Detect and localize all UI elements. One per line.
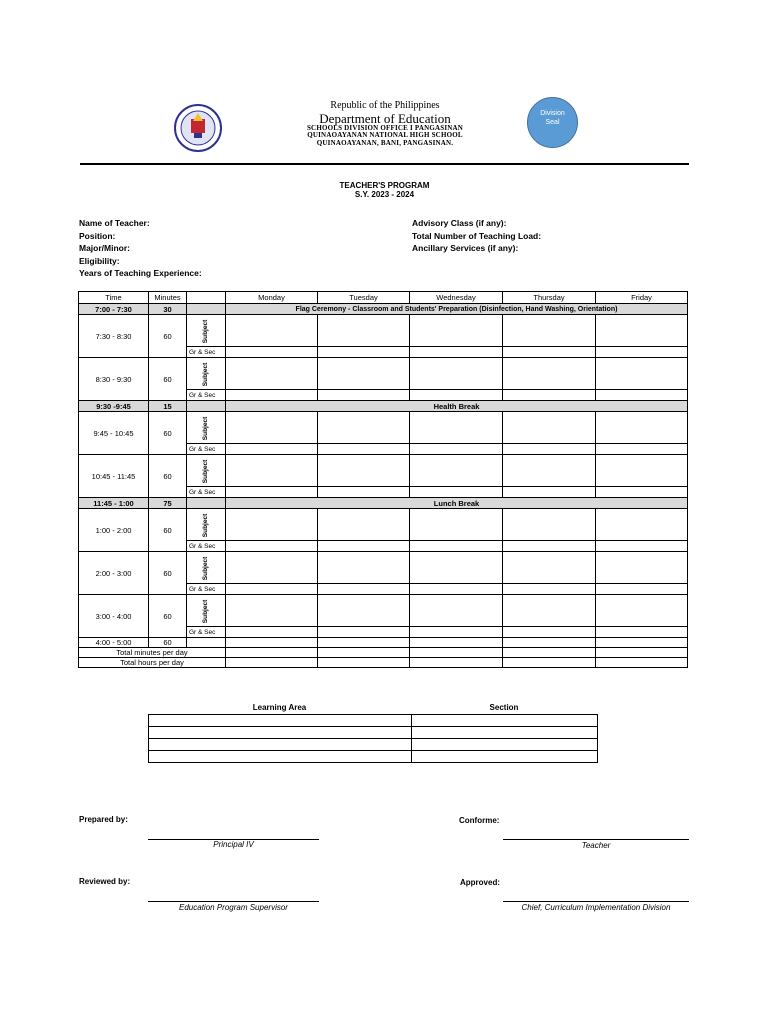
school-label: QUINAOAYANAN NATIONAL HIGH SCHOOL <box>307 131 463 140</box>
subject-label: Subject <box>202 362 210 387</box>
grsec-entry-cell[interactable] <box>226 487 318 498</box>
column-header: Minutes <box>149 292 187 304</box>
totals-entry-cell[interactable] <box>318 648 410 658</box>
teacher-title: Teacher <box>581 841 611 850</box>
totals-label: Total hours per day <box>79 658 226 668</box>
subject-entry-cell[interactable] <box>410 509 503 541</box>
field-eligibility: Eligibility: <box>79 255 120 266</box>
subject-label-cell <box>187 509 226 541</box>
subject-entry-cell[interactable] <box>503 455 596 487</box>
grsec-entry-cell[interactable] <box>503 444 596 455</box>
schedule-header-row <box>79 292 688 304</box>
field-position: Position: <box>79 230 116 241</box>
break-label: Flag Ceremony - Classroom and Students' Preparation (Disinfection, Hand Washing, Orientation) <box>226 304 688 315</box>
label-cell <box>187 304 226 315</box>
subject-entry-cell[interactable] <box>596 358 688 390</box>
subject-entry-cell[interactable] <box>596 455 688 487</box>
teacher-signature-line <box>503 839 689 840</box>
subject-entry-cell[interactable] <box>318 509 410 541</box>
title-year: S.Y. 2023 - 2024 <box>354 190 415 199</box>
address-label: QUINAOAYANAN, BANI, PANGASINAN. <box>316 138 454 147</box>
grsec-entry-cell[interactable] <box>503 487 596 498</box>
reviewed-by-label: Reviewed by: <box>79 877 131 886</box>
column-header: Wednesday <box>410 292 503 304</box>
time-cell: 9:30 -9:45 <box>79 401 149 412</box>
grsec-entry-cell[interactable] <box>503 390 596 401</box>
time-cell: 1:00 - 2:00 <box>79 509 149 552</box>
subject-entry-cell[interactable] <box>226 412 318 444</box>
subject-entry-cell[interactable] <box>503 412 596 444</box>
header-divider <box>80 163 689 165</box>
grsec-entry-cell[interactable] <box>318 347 410 358</box>
entry-cell[interactable] <box>226 638 318 648</box>
grsec-entry-cell[interactable] <box>410 541 503 552</box>
grsec-entry-cell[interactable] <box>503 627 596 638</box>
totals-entry-cell[interactable] <box>410 658 503 668</box>
entry-cell[interactable] <box>503 638 596 648</box>
section-cell[interactable] <box>412 739 598 751</box>
subject-label-cell <box>187 358 226 390</box>
grsec-label: Gr & Sec <box>187 390 226 401</box>
column-header: Thursday <box>503 292 596 304</box>
learning-area-row <box>149 751 598 763</box>
grsec-entry-cell[interactable] <box>503 584 596 595</box>
grsec-entry-cell[interactable] <box>596 487 688 498</box>
subject-entry-cell[interactable] <box>410 315 503 347</box>
totals-entry-cell[interactable] <box>596 658 688 668</box>
learning-area-cell[interactable] <box>149 715 412 727</box>
column-header: Tuesday <box>318 292 410 304</box>
division-seal-placeholder <box>527 97 578 148</box>
time-cell: 8:30 - 9:30 <box>79 358 149 401</box>
grsec-label: Gr & Sec <box>187 347 226 358</box>
document-title <box>80 181 689 199</box>
entry-cell[interactable] <box>596 638 688 648</box>
grsec-entry-cell[interactable] <box>596 584 688 595</box>
subject-entry-cell[interactable] <box>226 358 318 390</box>
grsec-entry-cell[interactable] <box>318 584 410 595</box>
totals-entry-cell[interactable] <box>226 648 318 658</box>
label-cell <box>187 498 226 509</box>
subject-entry-cell[interactable] <box>503 595 596 627</box>
minutes-cell: 60 <box>149 638 187 648</box>
principal-title: Principal IV <box>213 840 254 849</box>
seal-label: Division Seal <box>540 110 565 126</box>
subject-entry-cell[interactable] <box>318 552 410 584</box>
grsec-entry-cell[interactable] <box>503 541 596 552</box>
grsec-entry-cell[interactable] <box>596 541 688 552</box>
grsec-entry-cell[interactable] <box>410 347 503 358</box>
subject-entry-cell[interactable] <box>226 509 318 541</box>
subject-entry-cell[interactable] <box>318 455 410 487</box>
minutes-cell: 60 <box>149 455 187 498</box>
time-cell: 7:30 - 8:30 <box>79 315 149 358</box>
field-years-experience: Years of Teaching Experience: <box>79 268 202 278</box>
learning-area-header: Learning Area <box>252 703 307 712</box>
chief-signature-line <box>503 901 689 902</box>
grsec-label: Gr & Sec <box>187 487 226 498</box>
grsec-entry-cell[interactable] <box>226 627 318 638</box>
subject-entry-cell[interactable] <box>318 315 410 347</box>
class-row-subject <box>79 358 688 390</box>
minutes-cell: 60 <box>149 552 187 595</box>
minutes-cell: 30 <box>149 304 187 315</box>
grsec-entry-cell[interactable] <box>226 347 318 358</box>
approved-label: Approved: <box>460 878 500 887</box>
time-cell: 9:45 - 10:45 <box>79 412 149 455</box>
entry-cell[interactable] <box>318 638 410 648</box>
deped-logo <box>170 103 226 153</box>
field-ancillary-services: Ancillary Services (if any): <box>412 243 519 253</box>
totals-row <box>79 658 688 668</box>
grsec-label: Gr & Sec <box>187 584 226 595</box>
grsec-entry-cell[interactable] <box>596 627 688 638</box>
subject-entry-cell[interactable] <box>596 315 688 347</box>
subject-entry-cell[interactable] <box>226 455 318 487</box>
break-row <box>79 304 688 315</box>
class-row-subject <box>79 509 688 541</box>
department-label: Department of Education <box>319 110 451 126</box>
time-cell: 7:00 - 7:30 <box>79 304 149 315</box>
totals-entry-cell[interactable] <box>503 648 596 658</box>
minutes-cell: 60 <box>149 358 187 401</box>
totals-label: Total minutes per day <box>79 648 226 658</box>
grsec-entry-cell[interactable] <box>410 390 503 401</box>
break-row <box>79 401 688 412</box>
totals-entry-cell[interactable] <box>410 648 503 658</box>
grsec-label: Gr & Sec <box>187 444 226 455</box>
grsec-entry-cell[interactable] <box>226 541 318 552</box>
supervisor-signature-line <box>148 901 319 902</box>
totals-entry-cell[interactable] <box>226 658 318 668</box>
subject-entry-cell[interactable] <box>503 358 596 390</box>
grsec-entry-cell[interactable] <box>318 487 410 498</box>
learning-area-table <box>148 714 598 763</box>
minutes-cell: 60 <box>149 595 187 638</box>
chief-title: Chief, Curriculum Implementation Division <box>521 903 671 912</box>
class-row-subject <box>79 412 688 444</box>
subject-entry-cell[interactable] <box>410 455 503 487</box>
column-header: Time <box>79 292 149 304</box>
time-cell: 4:00 - 5:00 <box>79 638 149 648</box>
subject-label: Subject <box>202 416 210 441</box>
subject-entry-cell[interactable] <box>318 412 410 444</box>
supervisor-title: Education Program Supervisor <box>179 903 288 912</box>
field-teaching-load: Total Number of Teaching Load: <box>412 230 542 241</box>
teacher-info-left <box>79 217 202 280</box>
grsec-entry-cell[interactable] <box>596 390 688 401</box>
subject-label-cell <box>187 315 226 347</box>
subject-entry-cell[interactable] <box>410 595 503 627</box>
grsec-entry-cell[interactable] <box>226 584 318 595</box>
class-row-subject <box>79 455 688 487</box>
conforme-label: Conforme: <box>459 816 500 825</box>
subject-entry-cell[interactable] <box>226 315 318 347</box>
subject-label-cell <box>187 552 226 584</box>
grsec-entry-cell[interactable] <box>318 390 410 401</box>
subject-entry-cell[interactable] <box>503 509 596 541</box>
subject-entry-cell[interactable] <box>596 509 688 541</box>
minutes-cell: 60 <box>149 315 187 358</box>
grsec-entry-cell[interactable] <box>596 444 688 455</box>
grsec-entry-cell[interactable] <box>410 487 503 498</box>
minutes-cell: 75 <box>149 498 187 509</box>
learning-area-cell[interactable] <box>149 751 412 763</box>
class-row-subject <box>79 595 688 627</box>
class-row-subject <box>79 552 688 584</box>
grsec-entry-cell[interactable] <box>318 541 410 552</box>
grsec-entry-cell[interactable] <box>596 347 688 358</box>
time-cell: 3:00 - 4:00 <box>79 595 149 638</box>
schedule-table <box>78 291 688 668</box>
plain-row <box>79 638 688 648</box>
agency-header <box>290 101 480 147</box>
grsec-entry-cell[interactable] <box>410 444 503 455</box>
subject-entry-cell[interactable] <box>226 552 318 584</box>
subject-label: Subject <box>202 556 210 581</box>
subject-entry-cell[interactable] <box>596 552 688 584</box>
subject-entry-cell[interactable] <box>596 412 688 444</box>
grsec-label: Gr & Sec <box>187 541 226 552</box>
label-cell <box>187 401 226 412</box>
time-cell: 10:45 - 11:45 <box>79 455 149 498</box>
break-label: Lunch Break <box>226 498 688 509</box>
totals-entry-cell[interactable] <box>503 658 596 668</box>
subject-entry-cell[interactable] <box>410 358 503 390</box>
section-cell[interactable] <box>412 715 598 727</box>
teacher-info-right <box>412 217 541 255</box>
republic-label: Republic of the Philippines <box>330 100 440 111</box>
learning-area-row <box>149 727 598 739</box>
section-cell[interactable] <box>412 751 598 763</box>
subject-label: Subject <box>202 459 210 484</box>
entry-cell[interactable] <box>410 638 503 648</box>
column-header <box>187 292 226 304</box>
totals-entry-cell[interactable] <box>596 648 688 658</box>
grsec-entry-cell[interactable] <box>226 444 318 455</box>
grsec-label: Gr & Sec <box>187 627 226 638</box>
totals-row <box>79 648 688 658</box>
subject-entry-cell[interactable] <box>318 595 410 627</box>
minutes-cell: 60 <box>149 509 187 552</box>
time-cell: 2:00 - 3:00 <box>79 552 149 595</box>
grsec-entry-cell[interactable] <box>503 347 596 358</box>
subject-label: Subject <box>202 319 210 344</box>
label-cell <box>187 638 226 648</box>
subject-entry-cell[interactable] <box>318 358 410 390</box>
office-label: SCHOOLS DIVISION OFFICE I PANGASINAN <box>306 124 464 133</box>
subject-entry-cell[interactable] <box>503 315 596 347</box>
grsec-entry-cell[interactable] <box>318 444 410 455</box>
column-header: Monday <box>226 292 318 304</box>
class-row-subject <box>79 315 688 347</box>
subject-label-cell <box>187 412 226 444</box>
learning-area-cell[interactable] <box>149 727 412 739</box>
break-label: Health Break <box>226 401 688 412</box>
column-header: Friday <box>596 292 688 304</box>
subject-label-cell <box>187 595 226 627</box>
break-row <box>79 498 688 509</box>
minutes-cell: 60 <box>149 412 187 455</box>
grsec-entry-cell[interactable] <box>318 627 410 638</box>
prepared-by-label: Prepared by: <box>79 815 128 824</box>
learning-area-row <box>149 739 598 751</box>
grsec-entry-cell[interactable] <box>410 584 503 595</box>
learning-area-cell[interactable] <box>149 739 412 751</box>
section-cell[interactable] <box>412 727 598 739</box>
subject-entry-cell[interactable] <box>596 595 688 627</box>
field-advisory-class: Advisory Class (if any): <box>412 218 507 228</box>
subject-entry-cell[interactable] <box>410 552 503 584</box>
subject-entry-cell[interactable] <box>410 412 503 444</box>
learning-area-row <box>149 715 598 727</box>
grsec-entry-cell[interactable] <box>410 627 503 638</box>
title-main: TEACHER'S PROGRAM <box>339 181 430 190</box>
subject-entry-cell[interactable] <box>503 552 596 584</box>
totals-entry-cell[interactable] <box>318 658 410 668</box>
grsec-entry-cell[interactable] <box>226 390 318 401</box>
section-header: Section <box>489 703 519 712</box>
time-cell: 11:45 - 1:00 <box>79 498 149 509</box>
field-name-of-teacher: Name of Teacher: <box>79 218 150 228</box>
minutes-cell: 15 <box>149 401 187 412</box>
subject-label: Subject <box>202 513 210 538</box>
subject-entry-cell[interactable] <box>226 595 318 627</box>
subject-label: Subject <box>202 599 210 624</box>
field-major-minor: Major/Minor: <box>79 243 130 253</box>
subject-label-cell <box>187 455 226 487</box>
